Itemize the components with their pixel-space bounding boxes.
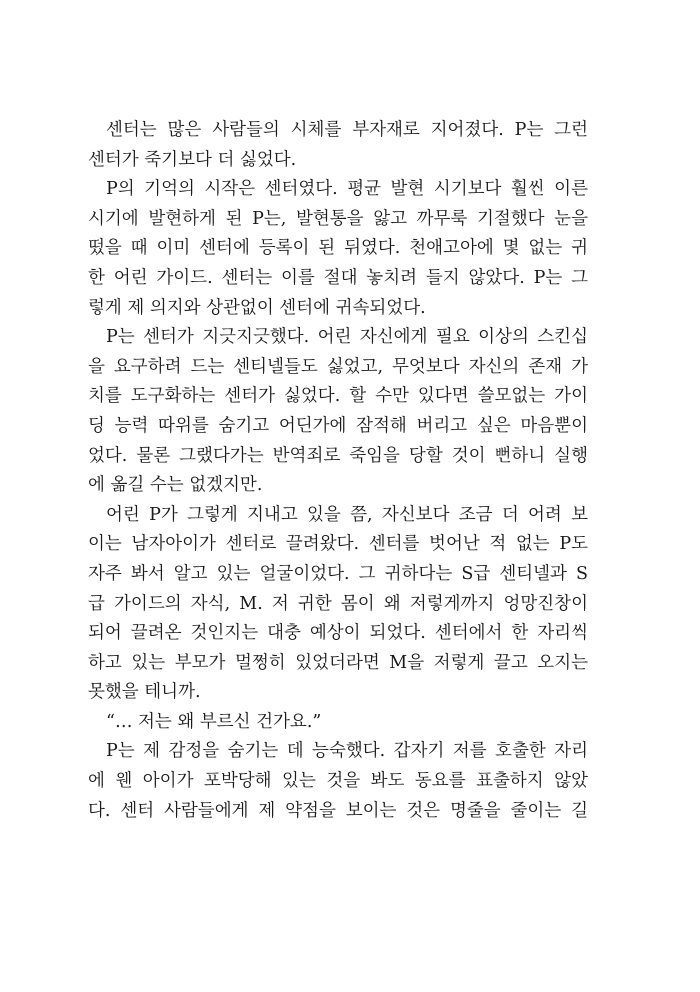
text-line: 자주 봐서 알고 있는 얼굴이었다. 그 귀하다는 S급 센티넬과 S <box>88 563 588 584</box>
text-line: 을 요구하려 드는 센티넬들도 싫었고, 무엇보다 자신의 존재 가 <box>88 356 588 377</box>
body-text <box>88 116 588 826</box>
text-line: 에 옮길 수는 없겠지만. <box>88 475 263 496</box>
text-line: 센터가 죽기보다 더 싫었다. <box>88 149 297 170</box>
text-line: 다. 센터 사람들에게 제 약점을 보이는 것은 명줄을 줄이는 길 <box>88 800 588 821</box>
text-line: 딩 능력 따위를 숨기고 어딘가에 잠적해 버리고 싶은 마음뿐이 <box>88 415 588 436</box>
text-line: 되어 끌려온 것인지는 대충 예상이 되었다. 센터에서 한 자리씩 <box>88 623 588 644</box>
text-line: 하고 있는 부모가 멀쩡히 있었더라면 M을 저렇게 끌고 오지는 <box>88 652 588 673</box>
text-line: 렇게 제 의지와 상관없이 센터에 귀속되었다. <box>88 297 426 318</box>
text-line: 이는 남자아이가 센터로 끌려왔다. 센터를 벗어난 적 없는 P도 <box>88 534 588 555</box>
text-line: P는 제 감정을 숨기는 데 능숙했다. 갑자기 저를 호출한 자리 <box>106 741 588 762</box>
text-line: P의 기억의 시작은 센터였다. 평균 발현 시기보다 훨씬 이른 <box>106 179 588 200</box>
text-line: 었다. 물론 그랬다가는 반역죄로 죽임을 당할 것이 뻔하니 실행 <box>88 445 588 466</box>
text-line: 에 웬 아이가 포박당해 있는 것을 봐도 동요를 표출하지 않았 <box>88 771 588 792</box>
text-line: P는 센터가 지긋지긋했다. 어린 자신에게 필요 이상의 스킨십 <box>106 327 588 348</box>
text-line: 시기에 발현하게 된 P는, 발현통을 앓고 까무룩 기절했다 눈을 <box>88 208 588 229</box>
text-line: 떴을 때 이미 센터에 등록이 된 뒤였다. 천애고아에 몇 없는 귀 <box>88 238 588 259</box>
text-line: 치를 도구화하는 센터가 싫었다. 할 수만 있다면 쓸모없는 가이 <box>88 386 588 407</box>
text-line: 못했을 테니까. <box>88 682 201 703</box>
text-line: “… 저는 왜 부르신 건가요.” <box>106 711 322 732</box>
text-line: 센터는 많은 사람들의 시체를 부자재로 지어졌다. P는 그런 <box>106 120 588 140</box>
text-line: 어린 P가 그렇게 지내고 있을 쯤, 자신보다 조금 더 어려 보 <box>106 504 588 525</box>
text-line: 급 가이드의 자식, M. 저 귀한 몸이 왜 저렇게까지 엉망진창이 <box>88 593 588 614</box>
text-line: 한 어린 가이드. 센터는 이를 절대 놓치려 들지 않았다. P는 그 <box>88 267 588 288</box>
